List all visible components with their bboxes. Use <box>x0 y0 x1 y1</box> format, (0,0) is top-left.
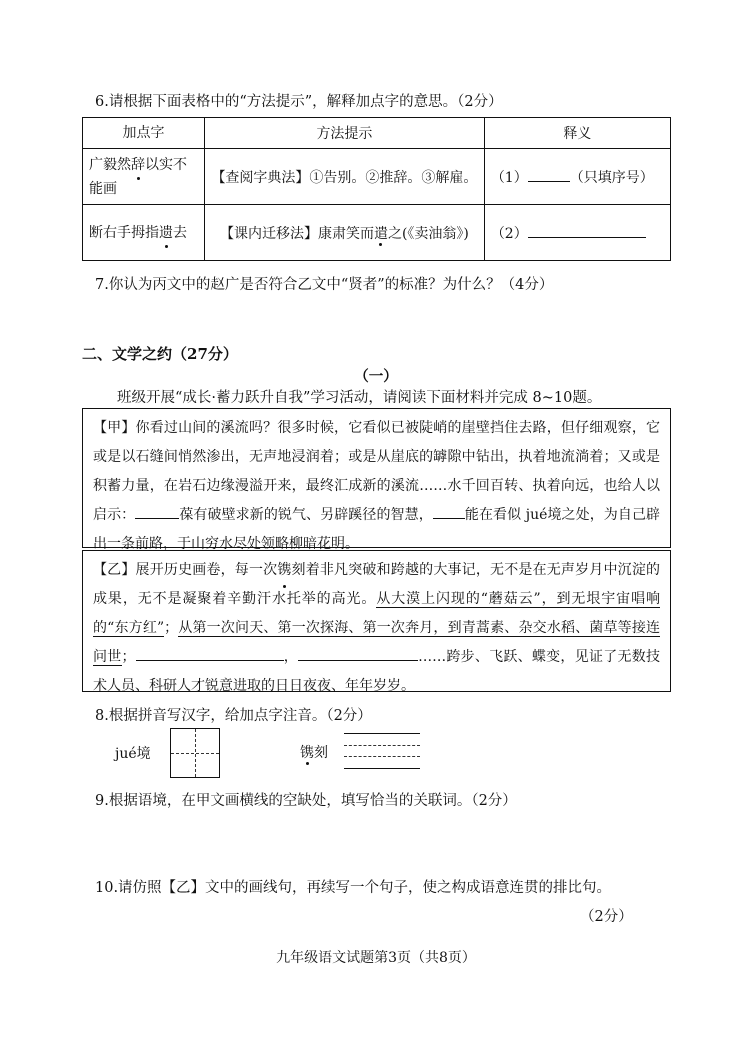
dotted-char: 遣 <box>374 223 388 243</box>
table-row <box>83 149 671 205</box>
section-subtitle: （一） <box>354 368 398 385</box>
header-meaning: 释义 <box>484 118 670 149</box>
passage-yi: 【乙】展开历史画卷，每一次镌刻着非凡突破和跨越的大事记，无不是在无声岁月中沉淀的成果，无不是凝聚着辛勤汗水托举的高光。从大漠上闪现的“蘑菇云”，到无垠宇宙唱响的“东方红”；从第一次问天、第一次探海、第一次奔月，到青蒿素、杂交水稻、菌草等接连问世； ， ……跨步、飞跃、蝶变，见证了无数技术人员、科研人才锐意进取的日日夜夜、年年岁岁。 <box>82 550 671 692</box>
dotted-char: 镌 <box>277 556 291 585</box>
table-row <box>83 205 671 261</box>
q8-word: 镌刻 <box>300 742 328 762</box>
tianzige-writing-grid[interactable] <box>170 728 220 778</box>
row1-hint: 【查阅字典法】①告别。②推辞。③解雇。 <box>205 149 485 205</box>
continuation-blank-2[interactable] <box>298 660 418 661</box>
dotted-char: 镌 <box>300 742 314 762</box>
blank-connective-1[interactable] <box>135 518 179 519</box>
row2-hint: 【课内迁移法】康肃笑而遣之(《卖油翁》) <box>205 205 485 261</box>
underlined-sentence-1: 从大漠上闪现的“蘑菇云”，到无垠宇宙唱响的“东方红” <box>93 591 660 636</box>
blank-connective-2[interactable] <box>433 518 465 519</box>
dotted-char: 遗 <box>159 221 173 245</box>
continuation-blank-1[interactable] <box>136 660 284 661</box>
q6-stem: 6.请根据下面表格中的“方法提示”，解释加点字的意思。（2分） <box>95 94 503 110</box>
q8-pinyin: jué境 <box>115 746 151 762</box>
underlined-sentence-2: 从第一次问天、第一次探海、第一次奔月，到青蒿素、杂交水稻、菌草等接连问世 <box>93 620 660 665</box>
section-title: 二、文学之约（27分） <box>82 345 238 363</box>
answer-blank-1[interactable] <box>528 181 570 182</box>
row2-word: 断右手拇指遗去 <box>83 205 205 261</box>
pinyin-writing-lines[interactable] <box>344 733 420 771</box>
page-footer: 九年级语文试题第3页（共8页） <box>276 950 476 966</box>
section-intro: 班级开展“成长·蓄力跃升自我”学习活动，请阅读下面材料并完成 8~10题。 <box>117 390 602 406</box>
passage-jia: 【甲】你看过山间的溪流吗？很多时候，它看似已被陡峭的崖壁挡住去路，但仔细观察，它或是以石缝间悄然渗出，无声地浸润着；或是从崖底的罅隙中钻出，执着地流淌着；又或是积蓄力量，在岩石边缘漫溢开来，最终汇成新的溪流……水千回百转、执着向远，也给人以启示： 葆有破壁求新的锐气、另辟蹊径的智慧， 能在看似 jué境之处，为自己辟出一条前路，于山穷水尽处领略柳暗花明。 <box>82 408 671 548</box>
q10-stem: 10.请仿照【乙】文中的画线句，再续写一个句子，使之构成语意连贯的排比句。 <box>95 880 612 896</box>
q9-stem: 9.根据语境，在甲文画横线的空缺处，填写恰当的关联词。（2分） <box>95 793 517 809</box>
q7-stem: 7.你认为丙文中的赵广是否符合乙文中“贤者”的标准？为什么？（4分） <box>95 277 554 293</box>
row2-answer: （2） <box>484 205 670 261</box>
answer-blank-2[interactable] <box>528 237 646 238</box>
q10-score: （2分） <box>580 909 633 925</box>
row1-word: 广毅然辞以实不能画 <box>83 149 205 205</box>
row1-answer: （1） （只填序号） <box>484 149 670 205</box>
table-header-row <box>83 118 671 149</box>
dotted-char: 辞 <box>131 153 145 177</box>
header-hint: 方法提示 <box>205 118 485 149</box>
q8-stem: 8.根据拼音写汉字，给加点字注音。（2分） <box>95 708 372 724</box>
q6-table <box>82 117 671 261</box>
header-word: 加点字 <box>83 118 205 149</box>
